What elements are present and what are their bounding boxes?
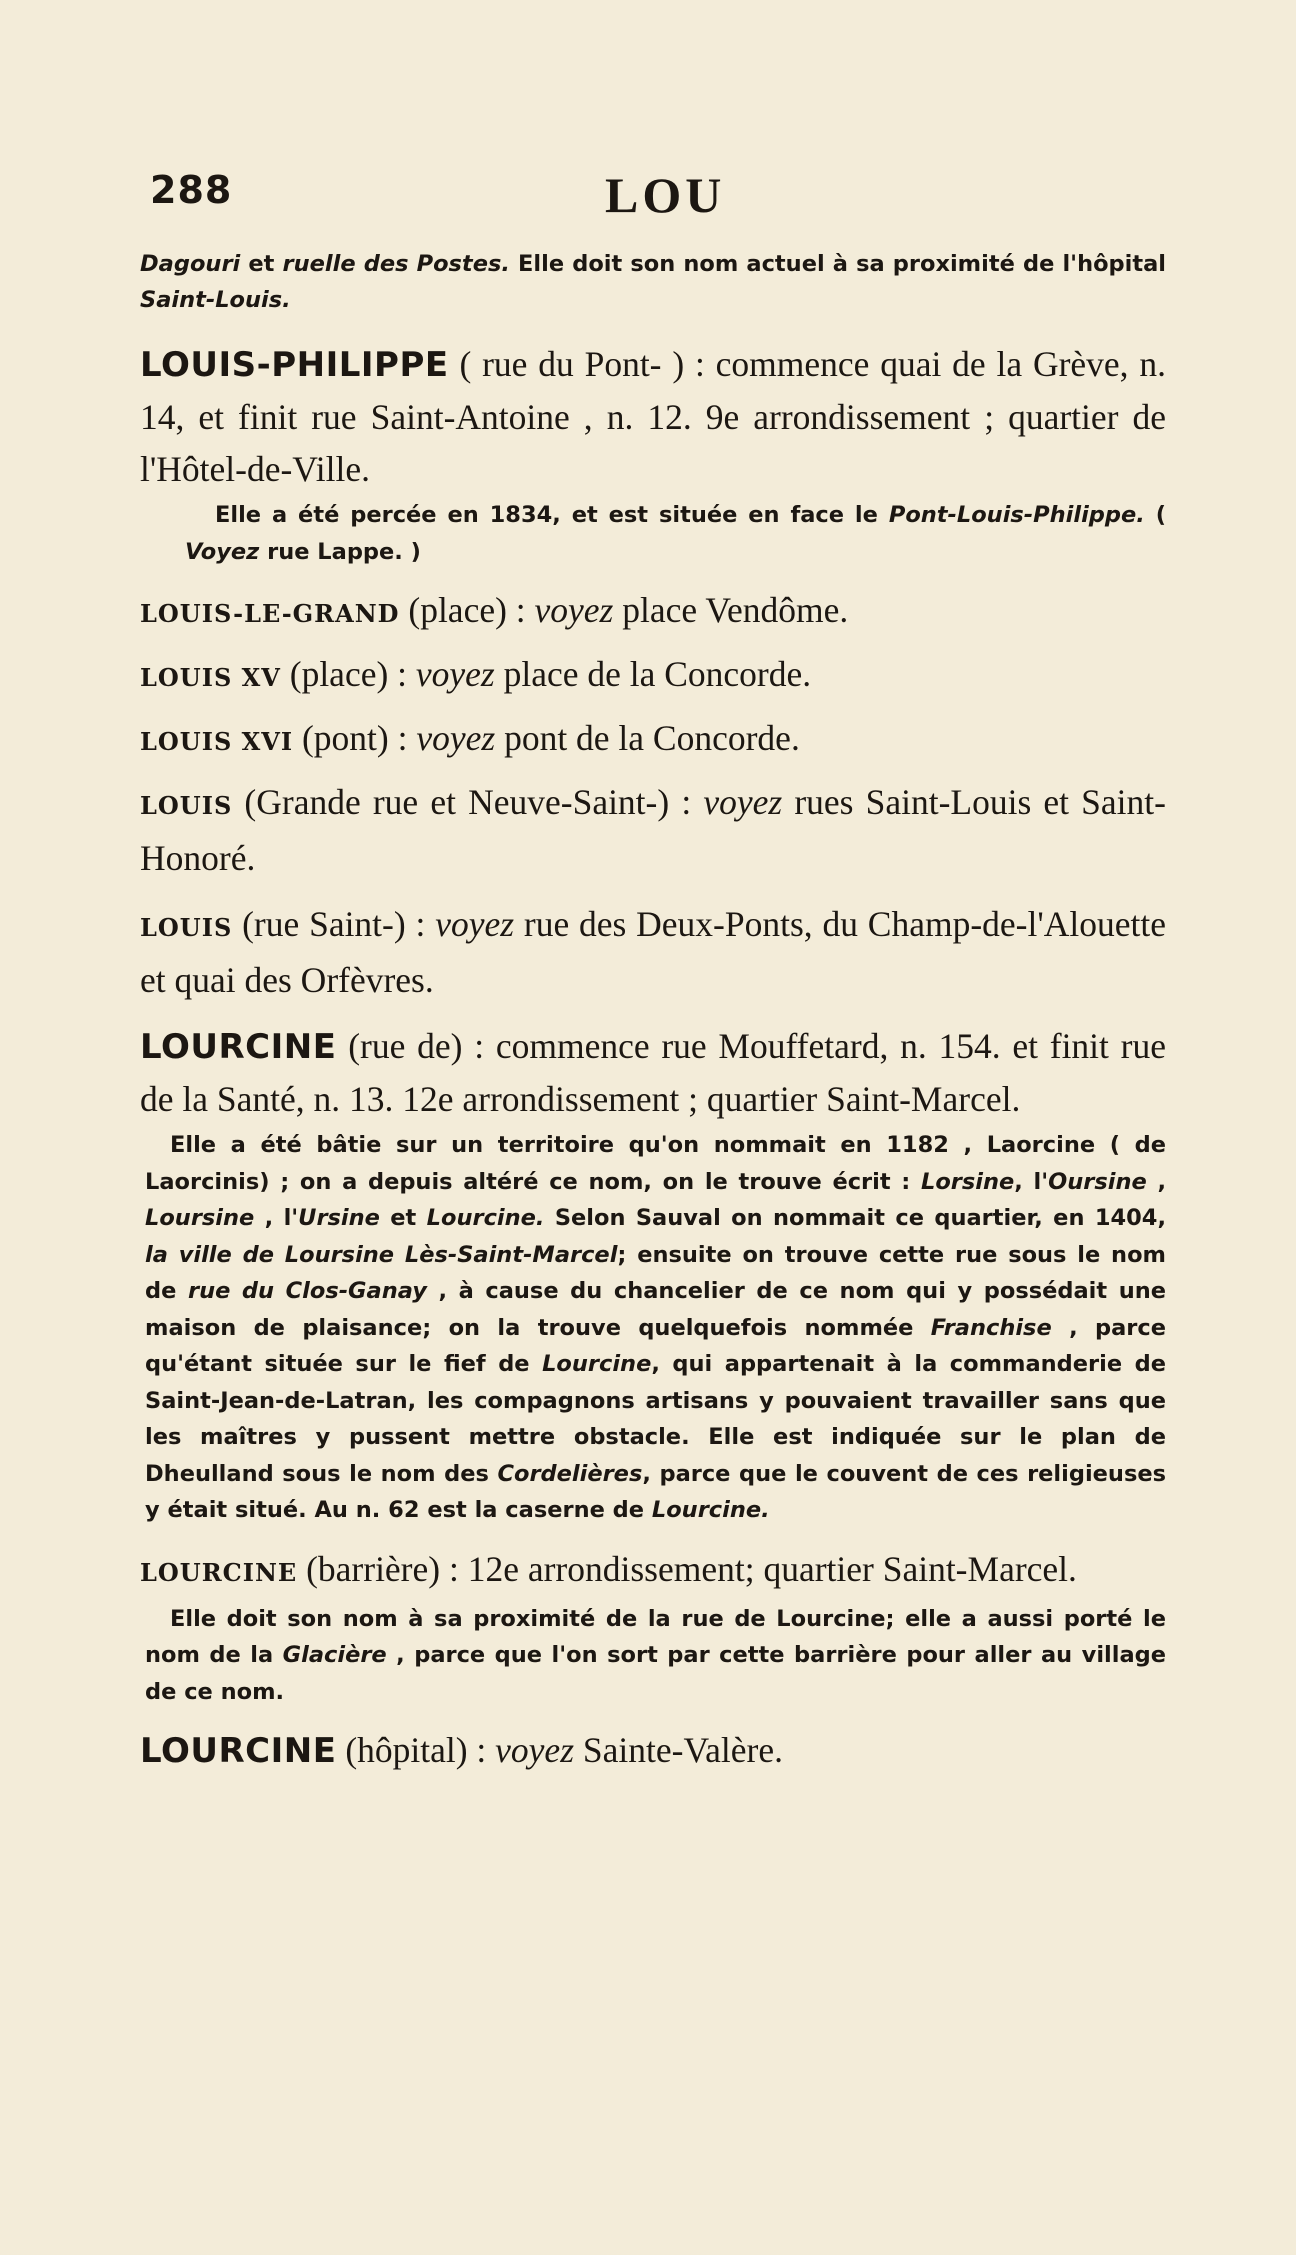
running-header [150, 168, 1150, 228]
entry-headword: LOURCINE [140, 1027, 337, 1067]
entry-headword: LOURCINE [140, 1731, 337, 1771]
running-title: LOU [605, 167, 726, 223]
entry-headword: LOUIS XV [140, 663, 281, 692]
entry-louis-xv: LOUIS XV (place) : voyez place de la Concorde. [140, 654, 812, 694]
entry-headword: LOUIS-PHILIPPE [140, 345, 449, 385]
entry-louis-le-grand: LOUIS-LE-GRAND (place) : voyez place Vendôme. [140, 590, 849, 630]
entry-note: Elle doit son nom à sa proximité de la rue de Lourcine; elle a aussi porté le nom de la Glacière , parce que l'on sort par cette barrière pour aller au village de ce nom. [145, 1605, 1167, 1705]
entry-lourcine-hopital: LOURCINE (hôpital) : voyez Sainte-Valère. [140, 1730, 783, 1771]
entry-headword: LOUIS-LE-GRAND [140, 599, 400, 628]
entry-louis-philippe [140, 338, 1166, 495]
entry-lourcine-rue: LOURCINE (rue de) : commence rue Mouffetard, n. 154. et finit rue de la Santé, n. 13. 12e arrondissement ; quartier Saint-Marcel. [140, 1026, 1166, 1119]
entry-headword: LOUIS [140, 791, 233, 820]
entry-louis-xvi: LOUIS XVI (pont) : voyez pont de la Concorde. [140, 718, 800, 758]
entry-note: Elle a été bâtie sur un territoire qu'on nommait en 1182 , Laorcine ( de Laorcinis) ; on a depuis altéré ce nom, on le trouve écrit : Lorsine, l'Oursine , Loursine , l'Ursine et Lourcine. Selon Sauval on nommait ce quartier, en 1404, la ville de Loursine Lès-Saint-Marcel; ensuite on trouve cette rue sous le nom de rue du Clos-Ganay , à cause du chancelier de ce nom qui y possédait une maison de plaisance; on la trouve quelquefois nommée Franchise , parce qu'étant située sur le fief de Lourcine, qui appartenait à la commanderie de Saint-Jean-de-Latran, les compagnons artisans y pouvaient travailler sans que les maîtres y pussent mettre obstacle. Elle est indiquée sur le plan de Dheulland sous le nom des Cordelières, parce que le couvent de ces religieuses y était situé. Au n. 62 est la caserne de Lourcine. [145, 1132, 1167, 1523]
entry-headword: LOURCINE [140, 1557, 298, 1587]
page-number: 288 [150, 168, 233, 212]
entry-headword: LOUIS [140, 913, 233, 942]
entry-louis-rue-saint: LOUIS (rue Saint-) : voyez rue des Deux-Ponts, du Champ-de-l'Alouette et quai des Orfèvres. [140, 904, 1167, 1000]
entry-note: Elle a été percée en 1834, et est située en face le Pont-Louis-Philippe. ( Voyez rue Lappe. ) [185, 502, 1167, 565]
entry-text: ( rue du Pont- ) : commence quai de la Grève, n. 14, et finit rue Saint-Antoine , n. 12. 9e arrondissement ; quartier de l'Hôtel-de-Ville. [140, 344, 1166, 489]
entry-louis-grande-rue: LOUIS (Grande rue et Neuve-Saint-) : voyez rues Saint-Louis et Saint-Honoré. [140, 782, 1166, 878]
entry-headword: LOUIS XVI [140, 727, 294, 756]
entry-lourcine-barriere: LOURCINE (barrière) : 12e arrondissement; quartier Saint-Marcel. [140, 1548, 1077, 1589]
text-column [140, 246, 1166, 1777]
carryover-text: Dagouri et ruelle des Postes. Elle doit son nom actuel à sa proximité de l'hôpital Saint-Louis. [140, 251, 1167, 313]
